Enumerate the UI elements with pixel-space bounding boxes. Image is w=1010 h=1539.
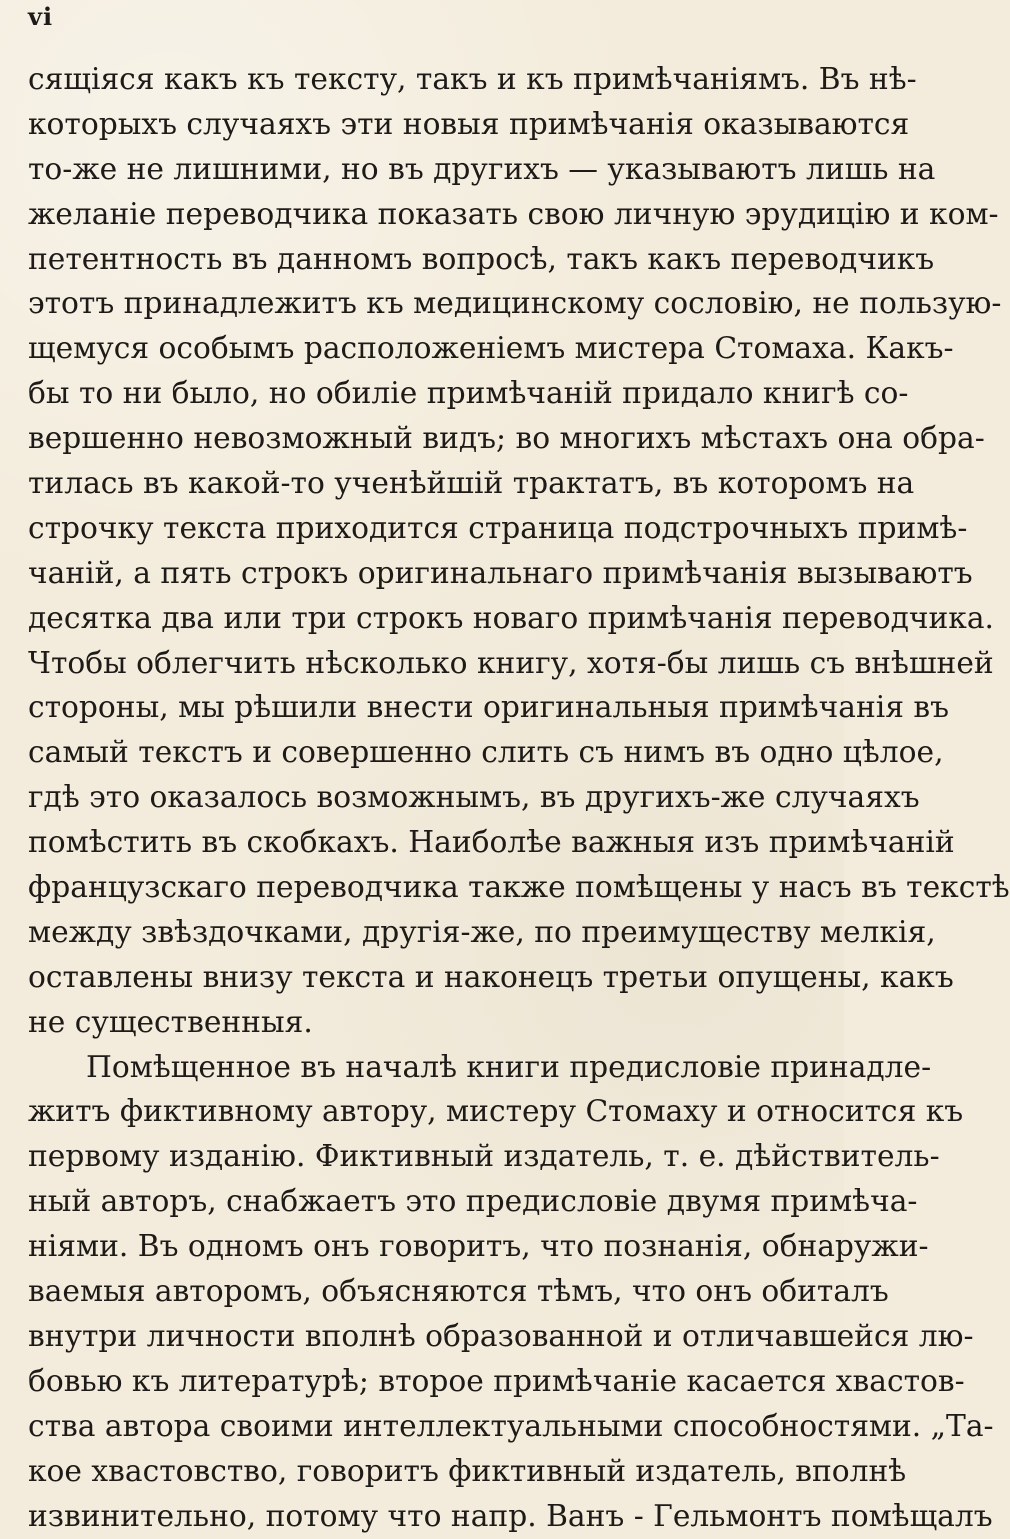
text-line: ваемыя авторомъ, объясняются тѣмъ, что онъ обиталъ (28, 1270, 826, 1315)
text-line: ніями. Въ одномъ онъ говоритъ, что познанія, обнаружи- (28, 1225, 826, 1270)
text-line: не существенныя. (28, 1001, 826, 1046)
text-line: первому изданію. Фиктивный издатель, т. е. дѣйствитель- (28, 1135, 826, 1180)
text-line: ства автора своими интеллектуальными способностями. „Та- (28, 1405, 826, 1450)
text-line: самый текстъ и совершенно слить съ нимъ въ одно цѣлое, (28, 731, 826, 776)
text-line: этотъ принадлежитъ къ медицинскому сословію, не пользую- (28, 282, 826, 327)
text-line: десятка два или три строкъ новаго примѣчанія переводчика. (28, 597, 826, 642)
page-number: vi (28, 2, 53, 31)
text-line: щемуся особымъ расположеніемъ мистера Стомаха. Какъ- (28, 327, 826, 372)
text-line: сящіяся какъ къ тексту, такъ и къ примѣчаніямъ. Въ нѣ- (28, 58, 826, 103)
text-line: французскаго переводчика также помѣщены у насъ въ текстѣ (28, 866, 826, 911)
text-line: оставлены внизу текста и наконецъ третьи опущены, какъ (28, 956, 826, 1001)
text-line: житъ фиктивному автору, мистеру Стомаху и относится къ (28, 1090, 826, 1135)
text-line: кое хвастовство, говоритъ фиктивный издатель, вполнѣ (28, 1450, 826, 1495)
text-line: бовью къ литературѣ; второе примѣчаніе касается хвастов- (28, 1360, 826, 1405)
text-line: внутри личности вполнѣ образованной и отличавшейся лю- (28, 1315, 826, 1360)
text-line: то-же не лишними, но въ другихъ — указываютъ лишь на (28, 148, 826, 193)
text-line: тилась въ какой-то ученѣйшій трактатъ, въ которомъ на (28, 462, 826, 507)
text-line: Чтобы облегчить нѣсколько книгу, хотя-бы лишь съ внѣшней (28, 642, 826, 687)
text-line: между звѣздочками, другія-же, по преимуществу мелкія, (28, 911, 826, 956)
text-line: петентность въ данномъ вопросѣ, такъ какъ переводчикъ (28, 238, 826, 283)
text-line: строчку текста приходится страница подстрочныхъ примѣ- (28, 507, 826, 552)
text-line: Помѣщенное въ началѣ книги предисловіе принадле- (28, 1046, 826, 1091)
text-line: гдѣ это оказалось возможнымъ, въ другихъ-же случаяхъ (28, 776, 826, 821)
text-line: помѣстить въ скобкахъ. Наиболѣе важныя изъ примѣчаній (28, 821, 826, 866)
text-line: стороны, мы рѣшили внести оригинальныя примѣчанія въ (28, 686, 826, 731)
text-block (28, 58, 826, 1539)
text-line: извинительно, потому что напр. Ванъ - Гельмонтъ помѣщалъ (28, 1495, 826, 1539)
text-line: бы то ни было, но обиліе примѣчаній придало книгѣ со- (28, 372, 826, 417)
text-line: которыхъ случаяхъ эти новыя примѣчанія оказываются (28, 103, 826, 148)
text-line: чаній, а пять строкъ оригинальнаго примѣчанія вызываютъ (28, 552, 826, 597)
text-line: ный авторъ, снабжаетъ это предисловіе двумя примѣча- (28, 1180, 826, 1225)
text-line: желаніе переводчика показать свою личную эрудицію и ком- (28, 193, 826, 238)
text-line: вершенно невозможный видъ; во многихъ мѣстахъ она обра- (28, 417, 826, 462)
